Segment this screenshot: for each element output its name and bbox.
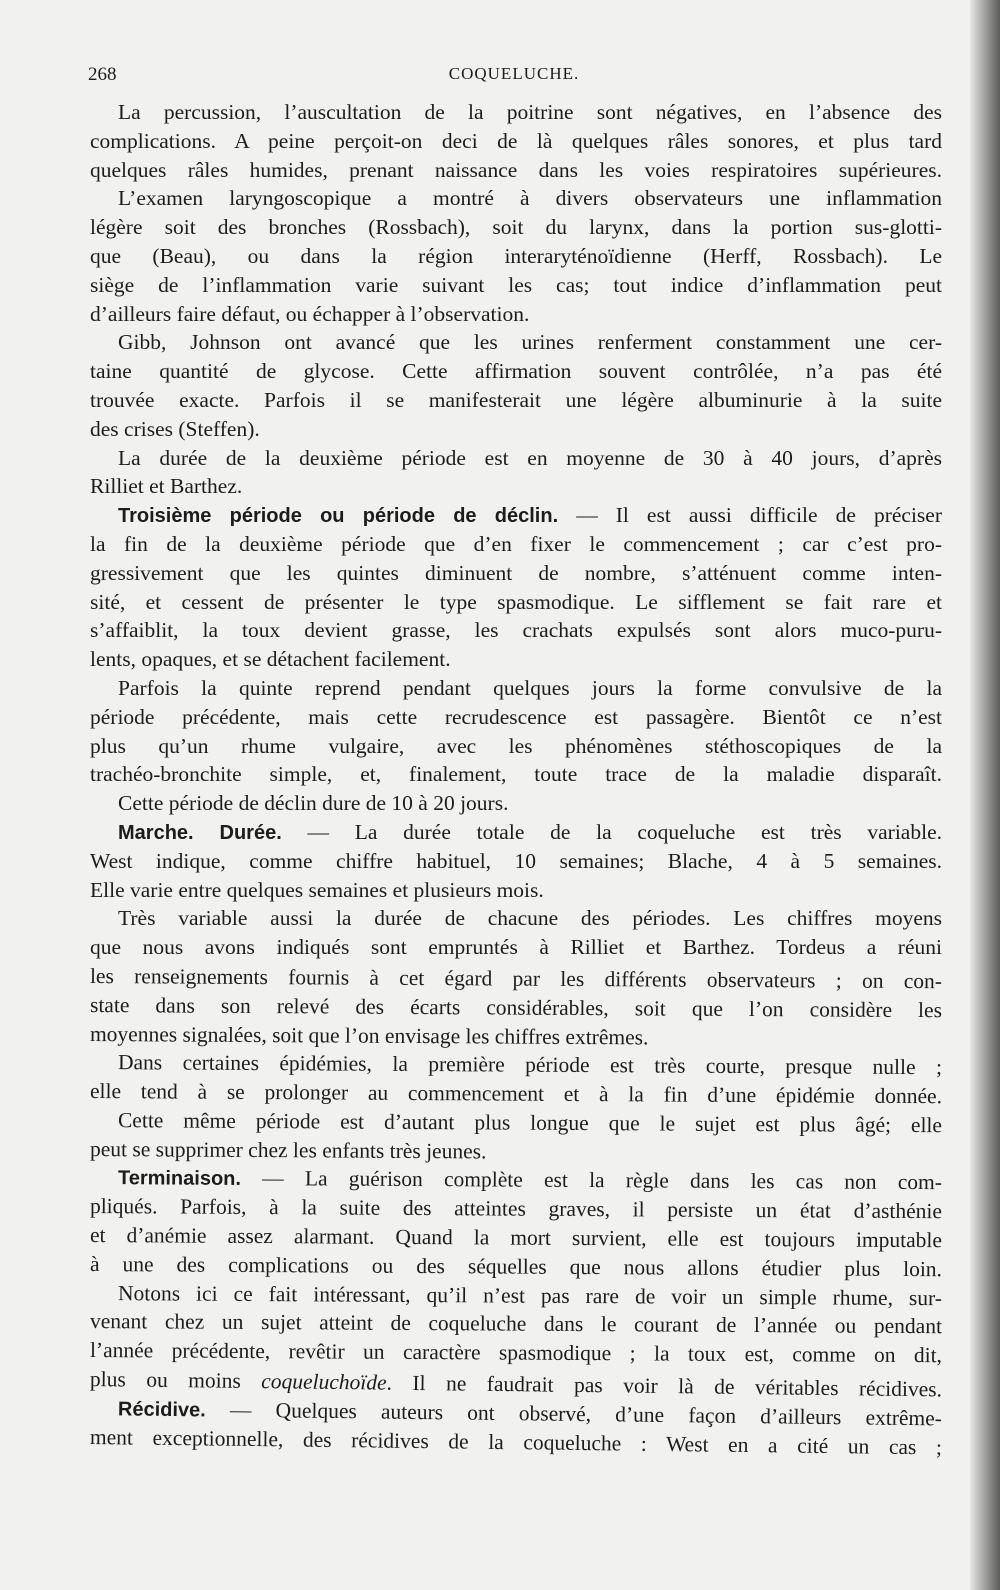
text-span: trouvée exacte. Parfois il se manifesterait une légère albuminurie à la suite <box>90 387 942 412</box>
text-span: complications. A peine perçoit-on deci de là quelques râles sonores, et plus tard <box>90 128 942 153</box>
text-line <box>90 300 942 329</box>
text-span: taine quantité de glycose. Cette affirmation souvent contrôlée, n’a pas été <box>90 359 942 384</box>
text-span: — La durée totale de la coqueluche est très variable. <box>281 819 942 844</box>
text-span: elle tend à se prolonger au commencement et à la fin d’une épidémie donnée. <box>89 1079 943 1109</box>
text-span: Notons ici ce fait intéressant, qu’il n’est pas rare de voir un simple rhume, sur- <box>117 1280 943 1310</box>
text-line <box>90 472 942 501</box>
running-title: COQUELUCHE. <box>448 64 580 83</box>
text-line <box>90 184 942 213</box>
text-span: gressivement que les quintes diminuent de nombre, s’atténuent comme inten- <box>90 560 942 585</box>
text-line <box>90 386 942 415</box>
text-line <box>90 847 942 876</box>
text-span: Elle varie entre quelques semaines et plusieurs mois. <box>90 877 544 902</box>
text-span: ment exceptionnelle, des récidives de la coqueluche : West en a cité un cas ; <box>89 1424 943 1460</box>
text-span: — Il est aussi difficile de préciser <box>558 503 942 528</box>
text-line <box>90 703 942 732</box>
text-span: — La guérison complète est la règle dans les cas non com- <box>240 1166 943 1195</box>
text-span: Cette période de déclin dure de 10 à 20 jours. <box>118 791 509 816</box>
text-span: période précédente, mais cette recrudescence est passagère. Bientôt ce n’est <box>90 704 942 729</box>
text-span: state dans son relevé des écarts considérables, soit que l’on considère les <box>89 992 943 1022</box>
text-line <box>90 127 942 156</box>
text-span: et d’anémie assez alarmant. Quand la mort survient, elle est toujours imputable <box>89 1223 943 1253</box>
text-span: sité, et cessent de présenter le type spasmodique. Le sifflement se fait rare et <box>90 589 942 614</box>
text-line <box>90 645 942 674</box>
text-line <box>90 328 942 357</box>
text-line <box>90 501 942 530</box>
text-line <box>90 1250 942 1284</box>
text-line <box>90 98 942 127</box>
page-number: 268 <box>88 64 117 85</box>
text-line <box>90 991 942 1025</box>
text-span: s’affaiblit, la toux devient grasse, les crachats expulsés sont alors muco-puru- <box>90 618 942 643</box>
text-span: que (Beau), ou dans la région interaryténoïdienne (Herff, Rossbach). Le <box>90 243 942 268</box>
text-span: lents, opaques, et se détachent facilement. <box>90 647 451 672</box>
text-span: Dans certaines épidémies, la première période est très courte, presque nulle ; <box>117 1050 943 1080</box>
text-line <box>90 357 942 386</box>
section-heading: Troisième période ou période de déclin. <box>118 505 559 528</box>
text-span: Parfois la quinte reprend pendant quelques jours la forme convulsive de la <box>118 675 942 700</box>
text-line <box>90 444 942 473</box>
text-line <box>90 588 942 617</box>
text-span: — Quelques auteurs ont observé, d’une façon d’ailleurs extrême- <box>205 1397 943 1431</box>
text-line <box>90 876 942 905</box>
text-span: Gibb, Johnson ont avancé que les urines renferment constamment une cer- <box>118 330 942 355</box>
text-span: à une des complications ou des séquelles que nous allons étudier plus loin. <box>89 1251 943 1282</box>
text-span: . Il ne faudrait pas voir là de véritables récidives. <box>386 1370 943 1402</box>
body-text <box>89 98 943 1460</box>
text-line <box>90 213 942 242</box>
text-span: pliqués. Parfois, à la suite des atteintes graves, il persiste un état d’asthénie <box>89 1194 943 1224</box>
text-span: moyennes signalées, soit que l’on envisage les chiffres extrêmes. <box>89 1021 649 1049</box>
section-heading: Terminaison. <box>117 1167 242 1191</box>
page-edge-shadow <box>970 0 1000 1590</box>
text-line <box>90 732 942 761</box>
text-span: siège de l’inflammation varie suivant les cas; tout indice d’inflammation peut <box>90 272 942 297</box>
text-span: que nous avons indiqués sont empruntés à Rilliet et Barthez. Tordeus a réuni <box>90 935 942 960</box>
text-line <box>90 933 942 962</box>
text-span: quelques râles humides, prenant naissance dans les voies respiratoires supérieures. <box>90 157 942 182</box>
text-line <box>90 818 942 847</box>
text-line <box>90 674 942 703</box>
text-span: plus qu’un rhume vulgaire, avec les phénomènes stéthoscopiques de la <box>90 733 942 758</box>
section-heading: Récidive. <box>117 1398 206 1422</box>
text-span: les renseignements fournis à cet égard par les différents observateurs ; on con- <box>89 963 943 994</box>
text-line <box>90 559 942 588</box>
text-span: trachéo-bronchite simple, et, finalement, toute trace de la maladie disparaît. <box>90 762 942 787</box>
text-span: Rilliet et Barthez. <box>90 474 243 499</box>
text-span: Très variable aussi la durée de chacune des périodes. Les chiffres moyens <box>118 906 942 931</box>
text-line <box>90 271 942 300</box>
text-span: d’ailleurs faire défaut, ou échapper à l’observation. <box>90 301 530 326</box>
text-span: La durée de la deuxième période est en moyenne de 30 à 40 jours, d’après <box>118 445 942 470</box>
text-line <box>90 760 942 789</box>
text-line <box>90 616 942 645</box>
text-line <box>90 530 942 559</box>
text-span: des crises (Steffen). <box>90 416 260 441</box>
text-span: l’année précédente, revêtir un caractère spasmodique ; la toux est, comme on dit, <box>89 1338 943 1368</box>
page-header <box>88 64 940 90</box>
text-span: West indique, comme chiffre habituel, 10 semaines; Blache, 4 à 5 semaines. <box>90 848 942 873</box>
text-line <box>90 415 942 444</box>
text-span: plus ou moins <box>89 1367 262 1394</box>
text-line <box>90 904 942 933</box>
text-span: Cette même période est d’autant plus longue que le sujet est plus âgé; elle <box>117 1108 943 1138</box>
italic-term: coqueluchoïde <box>261 1369 387 1395</box>
section-heading: Marche. Durée. <box>118 821 282 844</box>
text-line <box>90 789 942 818</box>
text-span: peut se supprimer chez les enfants très jeunes. <box>89 1136 487 1164</box>
text-span: venant chez un sujet atteint de coqueluche dans le courant de l’année ou pendant <box>89 1309 943 1339</box>
text-span: La percussion, l’auscultation de la poitrine sont négatives, en l’absence des <box>118 100 942 124</box>
text-span: légère soit des bronches (Rossbach), soit du larynx, dans la portion sus-glotti- <box>90 215 942 240</box>
text-span: L’examen laryngoscopique a montré à divers observateurs une inflammation <box>118 186 942 211</box>
text-span: la fin de la deuxième période que d’en fixer le commencement ; car c’est pro- <box>90 531 942 556</box>
text-line <box>90 1336 942 1370</box>
text-line <box>90 156 942 185</box>
text-line <box>90 242 942 271</box>
